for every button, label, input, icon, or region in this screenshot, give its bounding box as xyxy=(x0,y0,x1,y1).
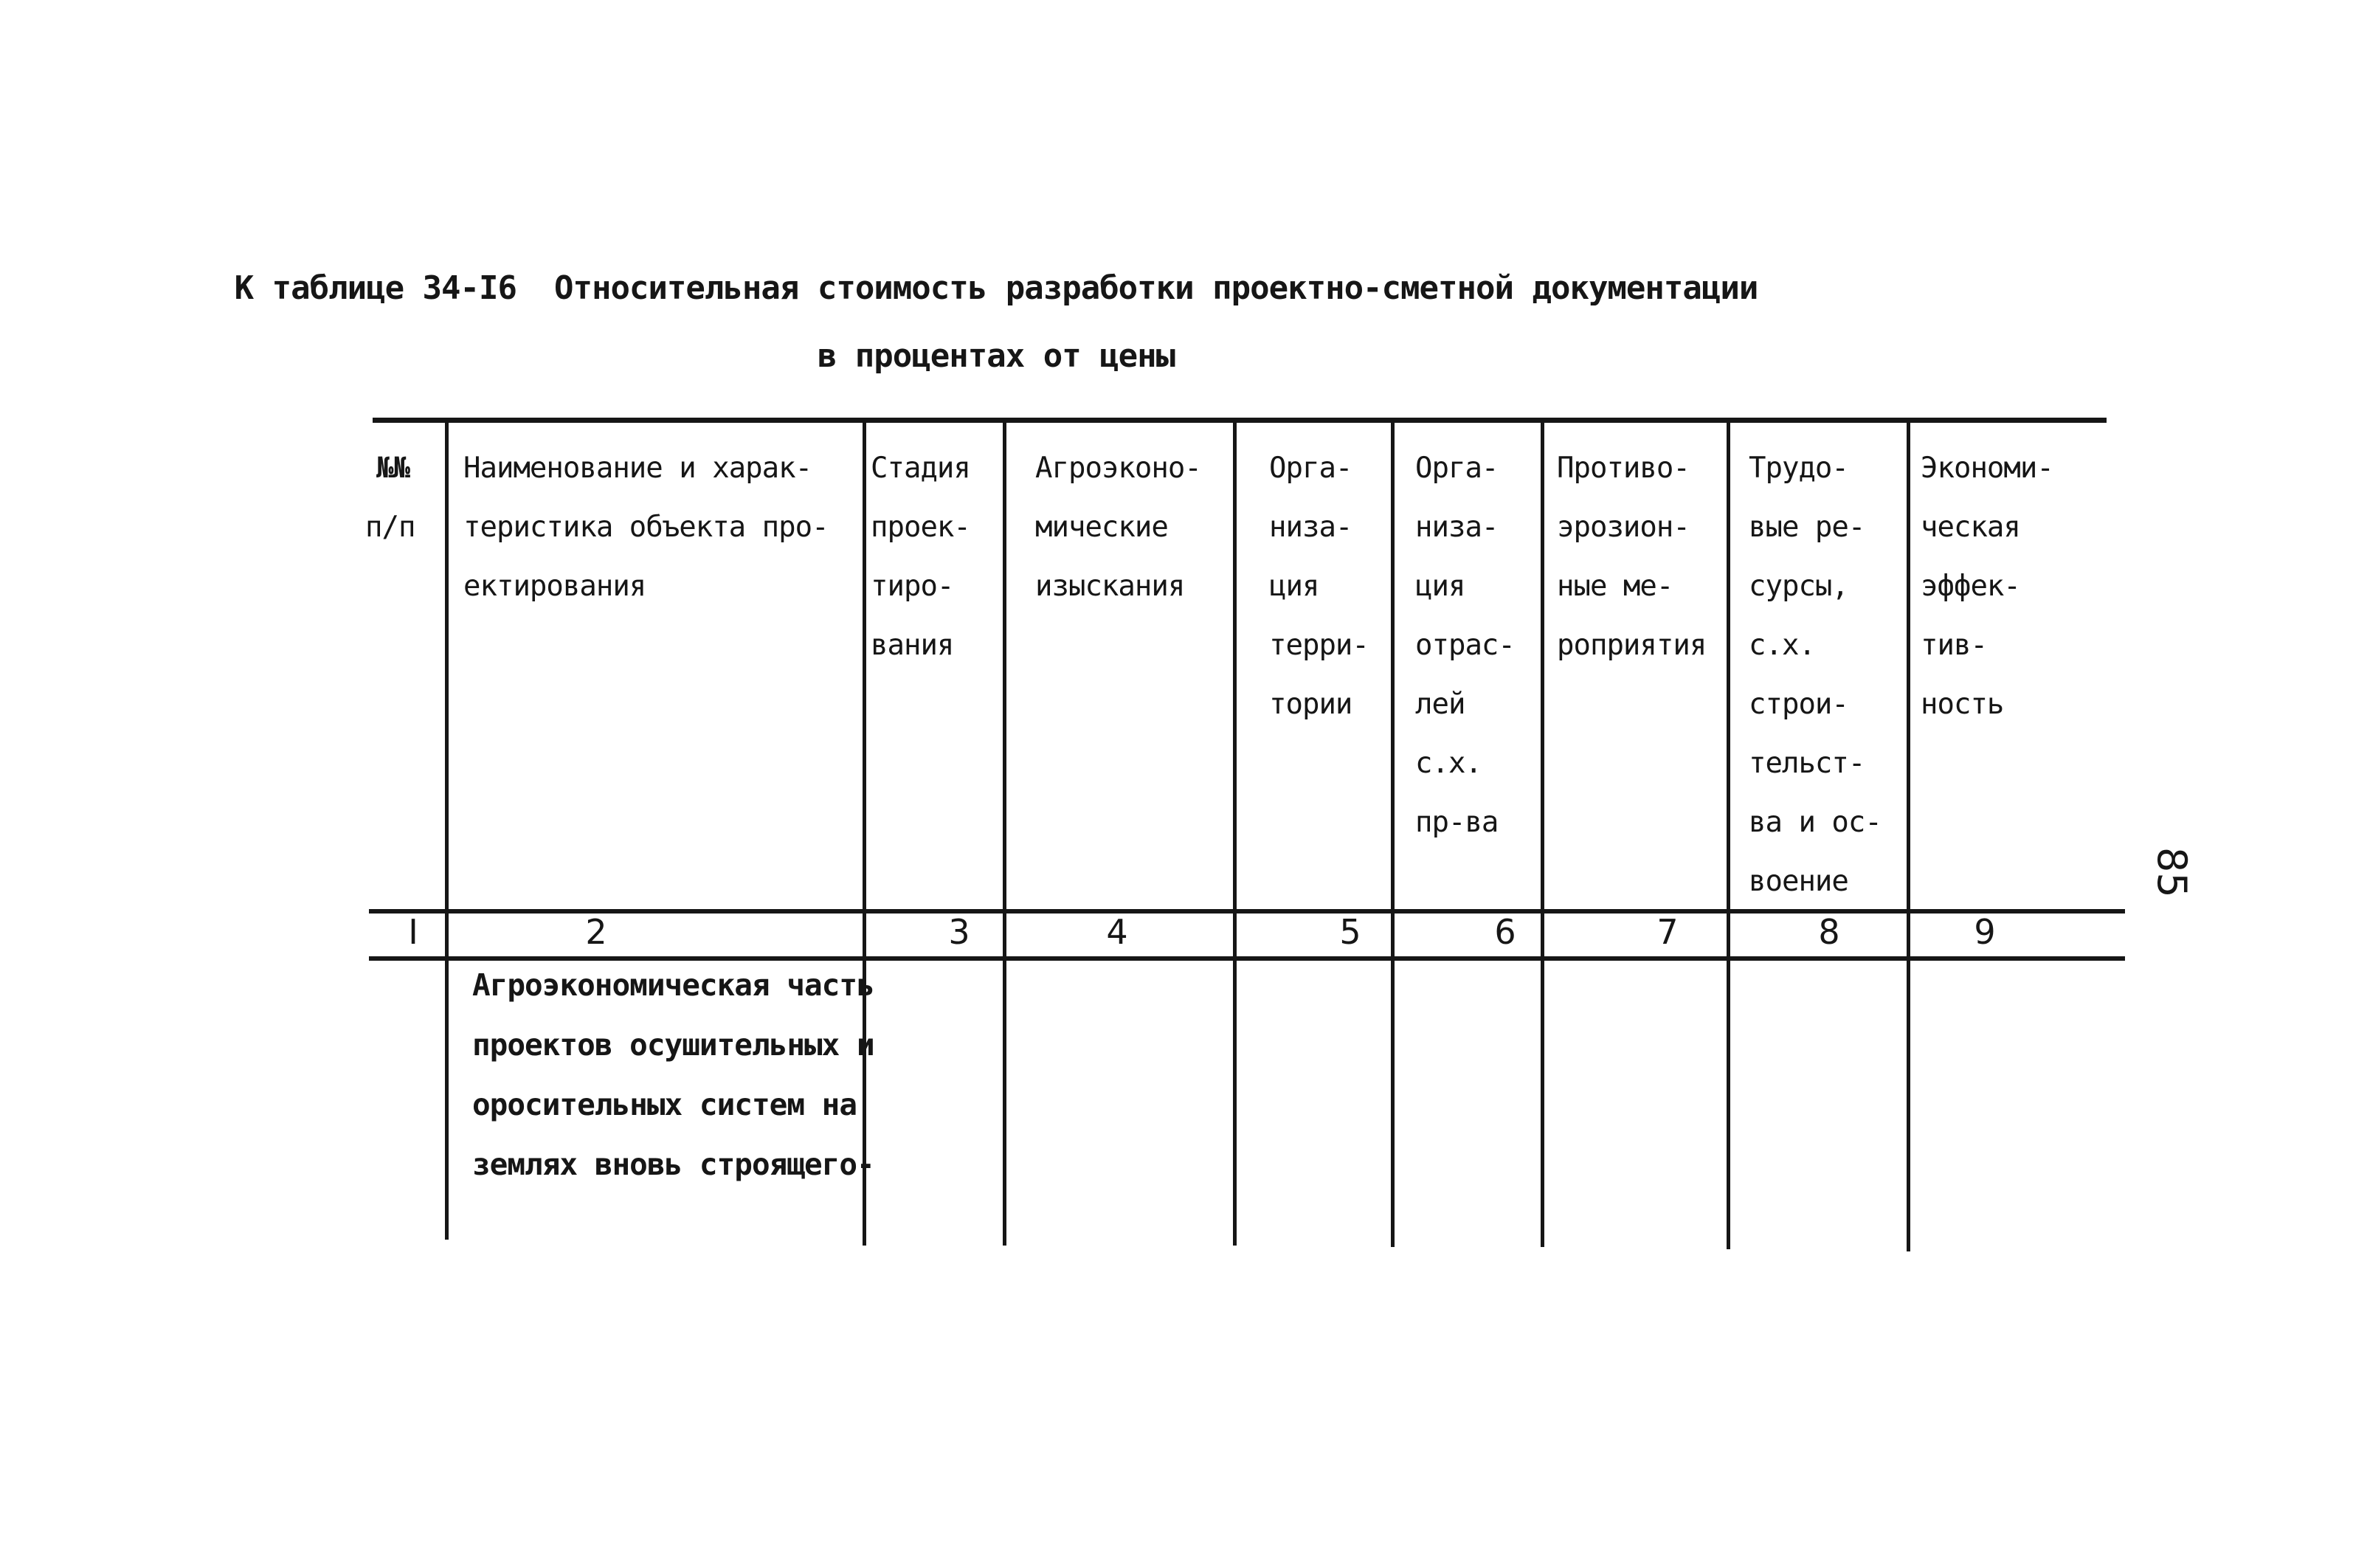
header-cell-5: Орга- низа- ция терри- тории xyxy=(1269,452,1369,721)
header-cell-1: №№ п/п xyxy=(365,452,415,544)
column-divider-4 xyxy=(1233,419,1237,1246)
header-cell-6: Орга- низа- ция отрас- лей с.х. пр-ва xyxy=(1415,452,1515,839)
column-number-7: 7 xyxy=(1656,912,1679,952)
header-cell-8: Трудо- вые ре- сурсы, с.х. строи- тельст- ва и ос- воение xyxy=(1749,452,1882,898)
row-name-line-3: оросительных систем на xyxy=(472,1087,857,1122)
header-cell-2: Наименование и харак- теристика объекта про- ектирования xyxy=(463,452,829,603)
column-divider-1 xyxy=(445,419,449,1240)
header-cell-3: Стадия проек- тиро- вания xyxy=(871,452,970,662)
column-number-8: 8 xyxy=(1818,912,1840,952)
column-divider-3 xyxy=(1003,419,1006,1246)
table-top-rule xyxy=(373,418,2107,423)
title-line-2: в процентах от цены xyxy=(817,337,1175,375)
row-name-line-1: Агроэкономическая часть xyxy=(472,967,874,1003)
column-number-4: 4 xyxy=(1106,912,1128,952)
header-cell-9: Экономи- ческая эффек- тив- ность xyxy=(1921,452,2053,721)
column-number-1: I xyxy=(408,912,418,952)
column-number-9: 9 xyxy=(1974,912,1996,952)
column-number-5: 5 xyxy=(1339,912,1361,952)
page-number: 85 xyxy=(2149,847,2195,898)
column-divider-7 xyxy=(1727,419,1730,1249)
header-cell-4: Агроэконо- мические изыскания xyxy=(1035,452,1201,603)
title-line-1: К таблице 34-I6 Относительная стоимость разработки проектно-сметной документации xyxy=(234,269,1758,307)
column-number-3: 3 xyxy=(948,912,970,952)
column-divider-5 xyxy=(1391,419,1395,1247)
column-divider-6 xyxy=(1541,419,1544,1247)
header-cell-7: Противо- эрозион- ные ме- роприятия xyxy=(1557,452,1707,662)
column-divider-8 xyxy=(1907,419,1910,1251)
row-name-line-2: проектов осушительных и xyxy=(472,1027,874,1063)
row-name-line-4: землях вновь строящего- xyxy=(472,1147,874,1182)
column-number-2: 2 xyxy=(585,912,607,952)
document-title xyxy=(0,255,1992,390)
table-row xyxy=(472,956,874,1195)
column-number-6: 6 xyxy=(1494,912,1516,952)
